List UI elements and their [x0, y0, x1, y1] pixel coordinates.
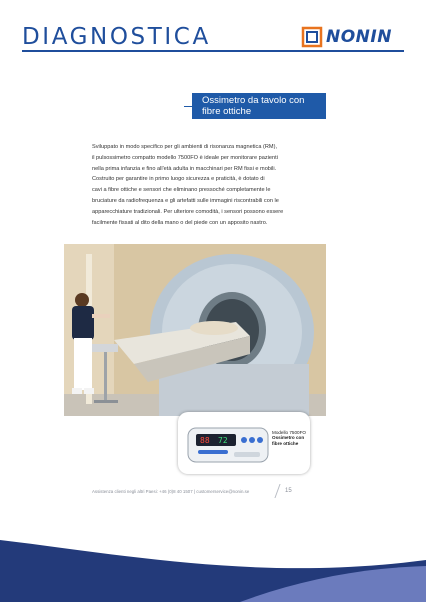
body-line: il pulsossimetro compatto modello 7500FO è ideale per monitorare pazienti [92, 154, 278, 161]
device-spo2-reading: 88 [200, 436, 210, 445]
body-line: nella prima infanzia e fino all'età adulta in macchinari per RM fissi e mobili. [92, 165, 277, 172]
body-line: Sviluppato in modo specifico per gli ambienti di risonanza magnetica (RM), [92, 144, 277, 150]
footer-contact: Assistenza clienti negli altri Paesi: +46 (0)8 40 1507 | customerservice@nonin.se [92, 489, 250, 494]
product-caption [272, 430, 320, 446]
header-divider [22, 50, 404, 52]
section-heading-line-2: fibre ottiche [202, 106, 252, 117]
device-pulse-reading: 72 [218, 436, 228, 445]
nonin-logo-icon [300, 26, 324, 48]
section-heading [192, 93, 326, 119]
body-paragraph [92, 142, 328, 228]
logo-text: NONIN [326, 27, 392, 47]
decorative-wave [0, 520, 426, 602]
section-heading-line-1: Ossimetro da tavolo con [202, 95, 305, 106]
page-number: 15 [285, 488, 292, 494]
body-line: cavi a fibre ottiche e sensori che eliminano pressoché completamente le [92, 187, 271, 194]
product-name-line-2: fibre ottiche [272, 440, 299, 446]
product-model: Modello 7500FO [272, 430, 306, 435]
product-name-line-1: Ossimetro con [272, 435, 305, 441]
body-line: bruciature da radiofrequenza e gli artefatti sulle immagini riscontrabili con le [92, 197, 279, 204]
body-line: Costruito per garantire in primo luogo sicurezza e praticità, è dotato di [92, 176, 265, 183]
nonin-logo [300, 26, 404, 48]
body-line: facilmente fissati al dito della mano o del piede con un apposito nastro. [92, 219, 268, 226]
body-line: apparecchiature tradizionali. Per ulteriore comodità, i sensori possono essere [92, 208, 284, 215]
page-title: DIAGNOSTICA [22, 24, 211, 50]
mri-room-photo [64, 244, 326, 416]
